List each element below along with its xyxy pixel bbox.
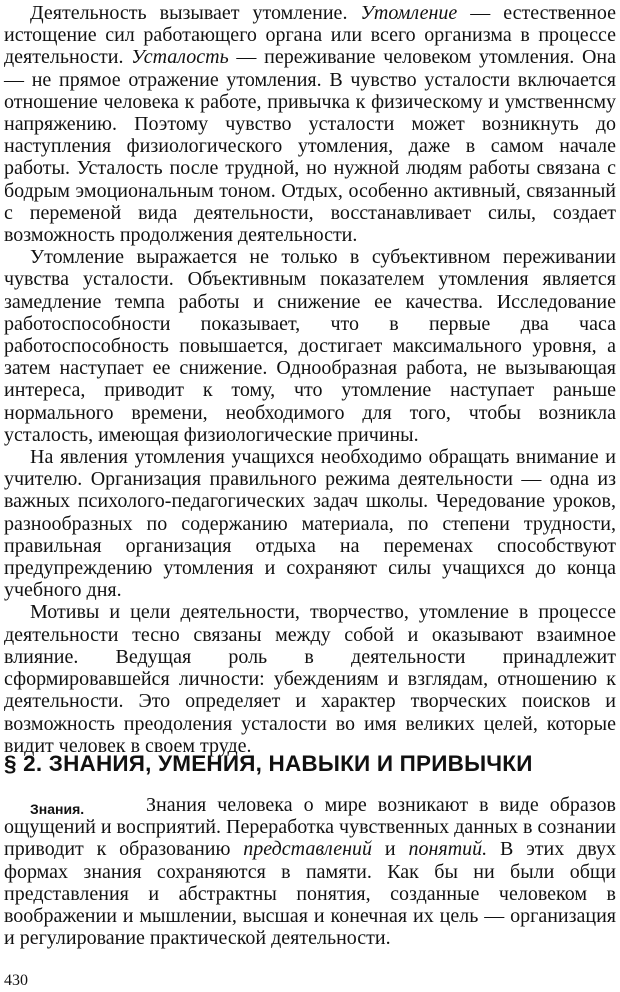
section-heading: § 2. ЗНАНИЯ, УМЕНИЯ, НАВЫКИ И ПРИВЫЧКИ xyxy=(4,751,533,776)
text-run: и xyxy=(372,838,409,861)
subsection-label: Знания. xyxy=(30,801,85,817)
text-run: Утомление выражается не только в субъективном переживании чувства усталости. Объективным показателем утомления является замедление темпа работы и снижение ее качества. Исследование работоспособности показывает, что в первые два часа работоспособность повышается, достигает максимального уровня, а затем наступает ее снижение. Однообразная работа, не вызывающая интереса, приводит к тому, что утомление наступает раньше нормального времени, необходимого для того, чтобы возникла усталость, имеющая физиологические причины. xyxy=(4,246,616,446)
italic-term: Утомление xyxy=(360,2,458,24)
subsection-paragraph xyxy=(4,794,616,949)
italic-term: Усталость xyxy=(131,46,229,69)
text-run: Мотивы и цели деятельности, творчество, утомление в процессе деятельности тесно связаны между собой и оказывают взаимное влияние. Ведущая роль в деятельности принадлежит сформировавшейся личности: убеждениям и взглядам, отношению к деятельности. Это определяет и характер творческих поисков и возможность преодоления усталости во имя великих целей, которые видит человек в своем труде. xyxy=(4,601,616,757)
text-run: — переживание человеком утомления. Она — не прямое отражение утомления. В чувство усталости включается отношение человека к работе, привычка к физическому и умственнсму напряжению. Поэтому чувство усталости может возникнуть до наступления физиологического утомления, даже в самом начале работы. Усталость после трудной, но нужной людям работы связана с бодрым эмоциональным тоном. Отдых, особенно активный, связанный с переменой вида деятельности, восстанавливает силы, создает возможность продолжения деятельности. xyxy=(4,46,616,247)
paragraph xyxy=(4,601,616,756)
page-number: 430 xyxy=(4,972,28,989)
italic-term: представлений xyxy=(243,838,373,861)
text-run: Знания человека о мире возникают в виде образов ощущений и восприятий. Переработка чувственных данных в сознании приводит к образованию xyxy=(4,794,616,861)
italic-term: понятий. xyxy=(408,838,488,861)
text-run: На явления утомления учащихся необходимо обращать внимание и учителю. Организация правильного режима деятельности — одна из важных психолого-педагогических задач школы. Чередование уроков, разнообразных по содержанию материала, по степени трудности, правильная организация отдыха на переменах способствуют предупреждению утомления и сохраняют силы учащихся до конца учебного дня. xyxy=(4,446,616,602)
paragraph xyxy=(4,2,616,246)
paragraph xyxy=(4,446,616,601)
text-run: Деятельность вызывает утомление. xyxy=(30,2,361,24)
main-text xyxy=(4,2,616,757)
text-run: В этих двух формах знания сохраняются в памяти. Как бы ни были общи представления и абстрактны понятия, созданные человеком в воображении и мышлении, высшая и конечная их цель — организация и регулирование практической деятельности. xyxy=(4,838,617,950)
text-run: — естественное истощение сил работающего органа или всего организма в процессе деятельности. xyxy=(4,2,616,69)
paragraph xyxy=(4,246,616,446)
subsection-knowledge xyxy=(4,794,616,949)
